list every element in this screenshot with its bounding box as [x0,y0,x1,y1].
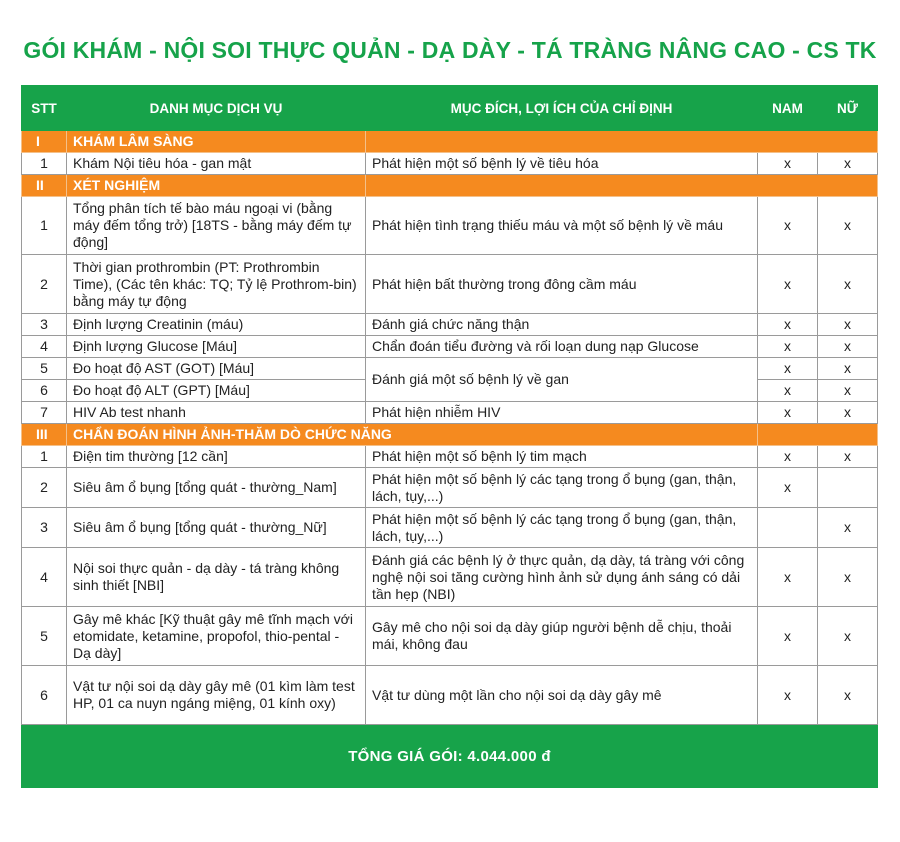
row-female-mark: x [818,153,878,175]
row-service: Định lượng Glucose [Máu] [67,336,366,358]
section-name: CHẨN ĐOÁN HÌNH ẢNH-THĂM DÒ CHỨC NĂNG [67,424,758,446]
section-row [22,424,878,446]
row-service: Định lượng Creatinin (máu) [67,314,366,336]
row-male-mark: x [758,358,818,380]
row-female-mark: x [818,197,878,255]
header-stt: STT [22,86,67,131]
table-row [22,153,878,175]
row-purpose: Gây mê cho nội soi dạ dày giúp người bệnh dễ chịu, thoải mái, không đau [366,607,758,666]
row-female-mark: x [818,446,878,468]
table-row [22,468,878,508]
row-stt: 1 [22,197,67,255]
service-table [21,85,878,788]
row-male-mark: x [758,153,818,175]
row-male-mark: x [758,548,818,607]
row-male-mark: x [758,402,818,424]
table-row [22,336,878,358]
section-number: II [22,175,67,197]
row-male-mark: x [758,446,818,468]
row-service: Vật tư nội soi dạ dày gây mê (01 kìm làm test HP, 01 ca nuyn ngáng miệng, 01 kính oxy) [67,666,366,725]
table-row [22,666,878,725]
row-purpose: Đánh giá chức năng thận [366,314,758,336]
row-purpose: Đánh giá một số bệnh lý về gan [366,358,758,402]
row-service: Gây mê khác [Kỹ thuật gây mê tĩnh mạch với etomidate, ketamine, propofol, thio-pental - Dạ dày] [67,607,366,666]
row-male-mark: x [758,666,818,725]
row-purpose: Phát hiện một số bệnh lý các tạng trong ổ bụng (gan, thận, lách, tụy,...) [366,468,758,508]
table-row [22,548,878,607]
row-female-mark: x [818,336,878,358]
row-purpose: Phát hiện bất thường trong đông cầm máu [366,255,758,314]
row-male-mark: x [758,380,818,402]
row-male-mark: x [758,197,818,255]
row-purpose: Chẩn đoán tiểu đường và rối loạn dung nạp Glucose [366,336,758,358]
row-purpose: Phát hiện một số bệnh lý về tiêu hóa [366,153,758,175]
row-service: Khám Nội tiêu hóa - gan mật [67,153,366,175]
row-service: Tổng phân tích tế bào máu ngoại vi (bằng máy đếm tổng trở) [18TS - bằng máy đếm tự động] [67,197,366,255]
row-stt: 3 [22,508,67,548]
row-male-mark: x [758,336,818,358]
row-male-mark: x [758,255,818,314]
row-stt: 6 [22,380,67,402]
row-purpose: Phát hiện một số bệnh lý các tạng trong ổ bụng (gan, thận, lách, tụy,...) [366,508,758,548]
table-row [22,402,878,424]
row-purpose: Phát hiện tình trạng thiếu máu và một số bệnh lý về máu [366,197,758,255]
row-purpose: Phát hiện nhiễm HIV [366,402,758,424]
row-stt: 2 [22,468,67,508]
total-row [22,725,878,788]
table-row [22,358,878,380]
row-service: Đo hoạt độ AST (GOT) [Máu] [67,358,366,380]
row-male-mark: x [758,314,818,336]
header-male: NAM [758,86,818,131]
row-stt: 3 [22,314,67,336]
row-service: HIV Ab test nhanh [67,402,366,424]
row-female-mark [818,468,878,508]
row-stt: 6 [22,666,67,725]
row-stt: 4 [22,336,67,358]
row-stt: 2 [22,255,67,314]
row-service: Thời gian prothrombin (PT: Prothrombin Time), (Các tên khác: TQ; Tỷ lệ Prothrom-bin) bằng máy tự động [67,255,366,314]
table-header-row [22,86,878,131]
row-female-mark: x [818,314,878,336]
row-service: Đo hoạt độ ALT (GPT) [Máu] [67,380,366,402]
row-female-mark: x [818,548,878,607]
header-female: NỮ [818,86,878,131]
row-purpose: Vật tư dùng một lần cho nội soi dạ dày gây mê [366,666,758,725]
row-service: Siêu âm ổ bụng [tổng quát - thường_Nam] [67,468,366,508]
header-service: DANH MỤC DỊCH VỤ [67,86,366,131]
section-number: III [22,424,67,446]
row-female-mark: x [818,380,878,402]
row-female-mark: x [818,508,878,548]
row-male-mark: x [758,607,818,666]
row-female-mark: x [818,402,878,424]
row-stt: 7 [22,402,67,424]
row-stt: 5 [22,358,67,380]
table-row [22,314,878,336]
row-service: Siêu âm ổ bụng [tổng quát - thường_Nữ] [67,508,366,548]
row-service: Nội soi thực quản - dạ dày - tá tràng không sinh thiết [NBI] [67,548,366,607]
page-title: GÓI KHÁM - NỘI SOI THỰC QUẢN - DẠ DÀY - TÁ TRÀNG NÂNG CAO - CS TK [23,37,877,63]
header-purpose: MỤC ĐÍCH, LỢI ÍCH CỦA CHỈ ĐỊNH [366,86,758,131]
row-female-mark: x [818,358,878,380]
table-row [22,607,878,666]
table-row [22,446,878,468]
row-stt: 1 [22,446,67,468]
section-name: KHÁM LÂM SÀNG [67,131,366,153]
row-female-mark: x [818,607,878,666]
table-row [22,508,878,548]
row-stt: 4 [22,548,67,607]
row-female-mark: x [818,255,878,314]
row-stt: 1 [22,153,67,175]
total-price: TỔNG GIÁ GÓI: 4.044.000 đ [22,725,878,788]
section-row [22,175,878,197]
section-row [22,131,878,153]
row-female-mark: x [818,666,878,725]
section-number: I [22,131,67,153]
row-purpose: Đánh giá các bệnh lý ở thực quản, dạ dày, tá tràng với công nghệ nội soi tăng cường hình ảnh sử dụng ánh sáng có dải tần hẹp (NBI) [366,548,758,607]
row-service: Điện tim thường [12 cần] [67,446,366,468]
row-purpose: Phát hiện một số bệnh lý tim mạch [366,446,758,468]
row-male-mark [758,508,818,548]
row-stt: 5 [22,607,67,666]
section-name: XÉT NGHIỆM [67,175,366,197]
row-male-mark: x [758,468,818,508]
table-row [22,255,878,314]
table-row [22,197,878,255]
